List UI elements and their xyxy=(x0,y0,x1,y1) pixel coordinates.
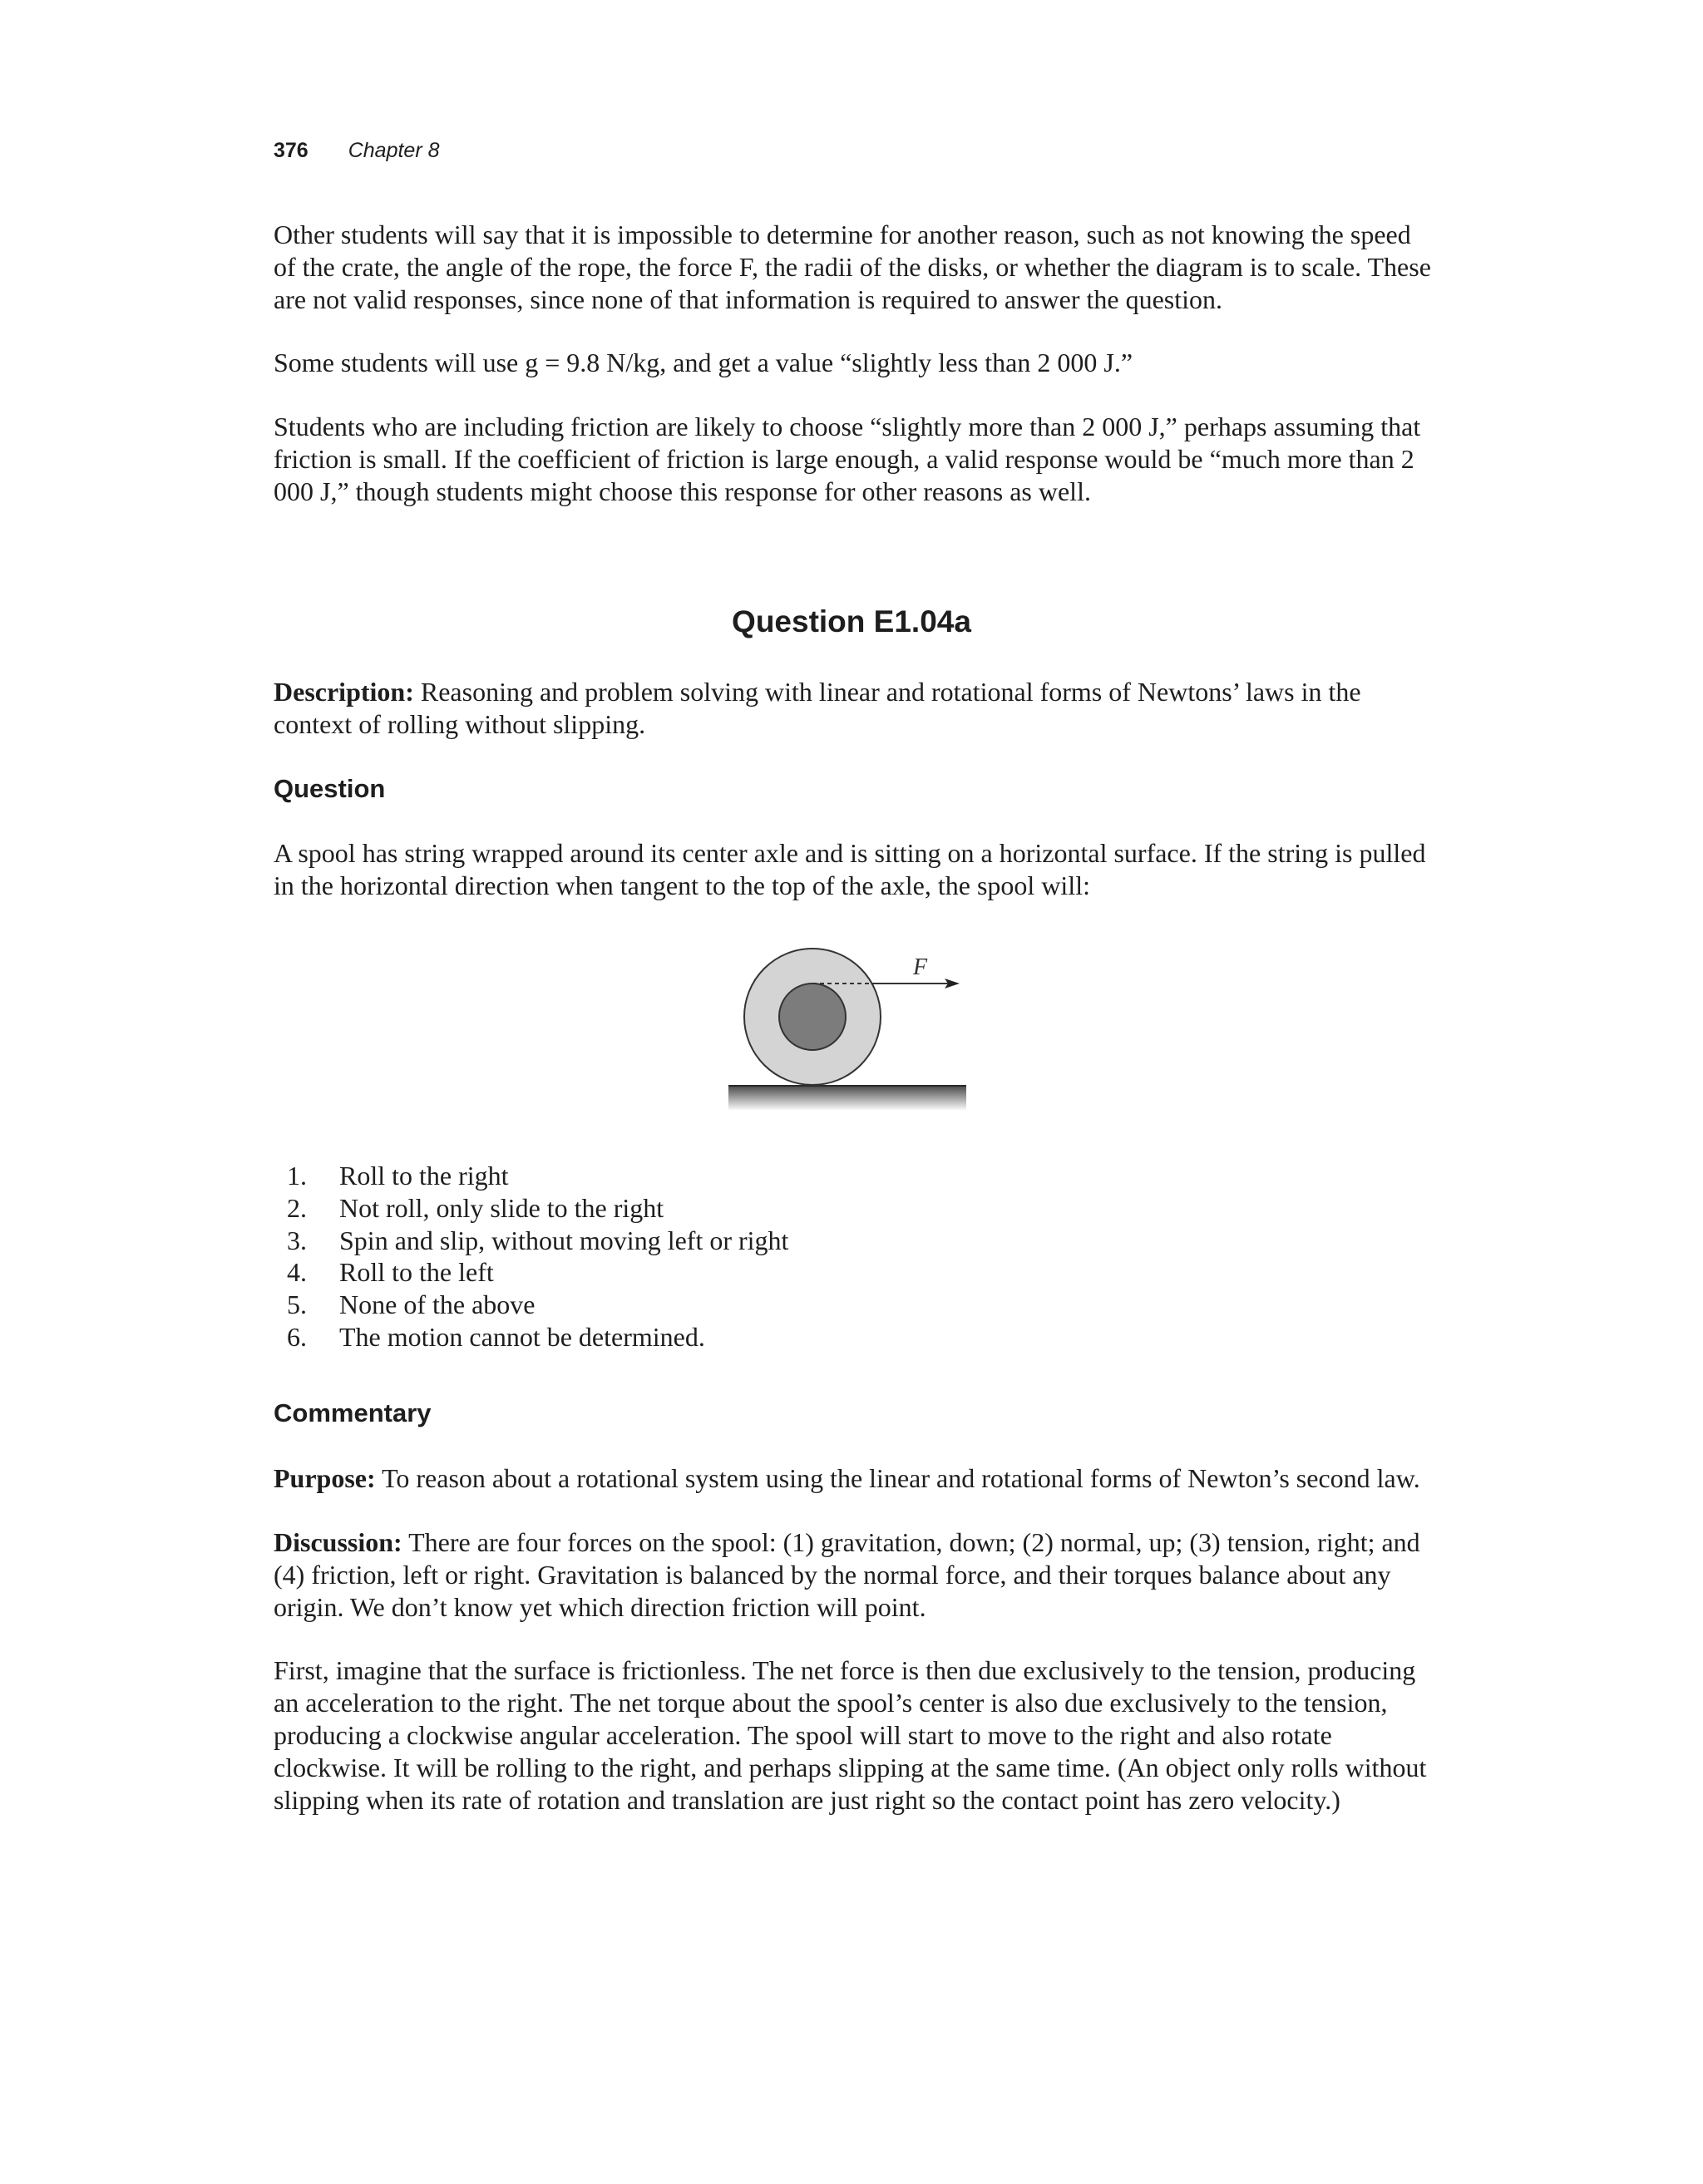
commentary-heading: Commentary xyxy=(274,1398,432,1427)
choice-number: 5. xyxy=(287,1289,307,1320)
question-title: Question E1.04a xyxy=(732,604,971,638)
answer-choices xyxy=(274,1160,788,1353)
choice-text: The motion cannot be determined. xyxy=(339,1321,705,1352)
choice-text: Spin and slip, without moving left or right xyxy=(339,1225,789,1255)
question-stem: A spool has string wrapped around its center axle and is sitting on a horizontal surface. If the string is pulled in the horizontal direction when tangent to the top of the axle, the spool will: xyxy=(274,838,1426,900)
choice-text: Roll to the left xyxy=(339,1257,494,1288)
intro-paragraph-1: Other students will say that it is impossible to determine for another reason, such as not knowing the speed of the crate, the angle of the rope, the force F, the radii of the disks, or whether the diagram is to scale. These are not valid responses, since none of that information is required to answer the question. xyxy=(274,219,1431,314)
choice-text: Roll to the right xyxy=(339,1161,509,1191)
question-heading: Question xyxy=(274,774,386,803)
choice-item xyxy=(274,1225,788,1257)
force-label: F xyxy=(913,954,928,980)
description-paragraph xyxy=(274,676,1438,741)
purpose-paragraph xyxy=(274,1462,1438,1495)
choice-number: 3. xyxy=(287,1225,307,1255)
frictionless-paragraph: First, imagine that the surface is frictionless. The net force is then due exclusively to the tension, producing an acceleration to the right. The net torque about the spool’s center is also due exclusively to the tension, producing a clockwise angular acceleration. The spool will start to move to the right and also rotate clockwise. It will be rolling to the right, and perhaps slipping at the same time. (An object only rolls without slipping when its rate of rotation and translation are just right so the contact point has zero velocity.) xyxy=(274,1655,1427,1815)
spool-axle xyxy=(779,984,846,1050)
choice-number: 4. xyxy=(287,1257,307,1288)
ground-surface xyxy=(728,1086,966,1111)
choice-number: 6. xyxy=(287,1321,307,1352)
page-header xyxy=(274,138,440,163)
page-number: 376 xyxy=(274,139,309,162)
intro-paragraph-3: Students who are including friction are likely to choose “slightly more than 2 000 J,” perhaps assuming that friction is small. If the coefficient of friction is large enough, a valid response would be “much more than 2 000 J,” though students might choose this response for other reasons as well. xyxy=(274,412,1421,506)
spool-figure xyxy=(723,946,990,1112)
discussion-text: There are four forces on the spool: (1) gravitation, down; (2) normal, up; (3) tension, right; and (4) friction, left or right. Gravitation is balanced by the normal force, and their torques balance about any origin. We don’t know yet which direction friction will point. xyxy=(274,1527,1420,1622)
purpose-label: Purpose: xyxy=(274,1463,376,1493)
choice-item xyxy=(274,1192,788,1225)
intro-paragraph-2: Some students will use g = 9.8 N/kg, and get a value “slightly less than 2 000 J.” xyxy=(274,348,1133,377)
choice-text: None of the above xyxy=(339,1289,536,1320)
choice-number: 2. xyxy=(287,1192,307,1223)
chapter-label: Chapter 8 xyxy=(348,139,440,162)
discussion-label: Discussion: xyxy=(274,1527,402,1557)
description-text: Reasoning and problem solving with linear and rotational forms of Newtons’ laws in the context of rolling without slipping. xyxy=(274,677,1361,739)
description-label: Description: xyxy=(274,677,414,707)
discussion-paragraph xyxy=(274,1526,1438,1624)
choice-text: Not roll, only slide to the right xyxy=(339,1192,664,1223)
choice-item xyxy=(274,1160,788,1192)
choice-item xyxy=(274,1256,788,1289)
choice-item xyxy=(274,1321,788,1353)
choice-item xyxy=(274,1289,788,1321)
purpose-text: To reason about a rotational system using the linear and rotational forms of Newton’s second law. xyxy=(382,1463,1420,1493)
choice-number: 1. xyxy=(287,1161,307,1191)
